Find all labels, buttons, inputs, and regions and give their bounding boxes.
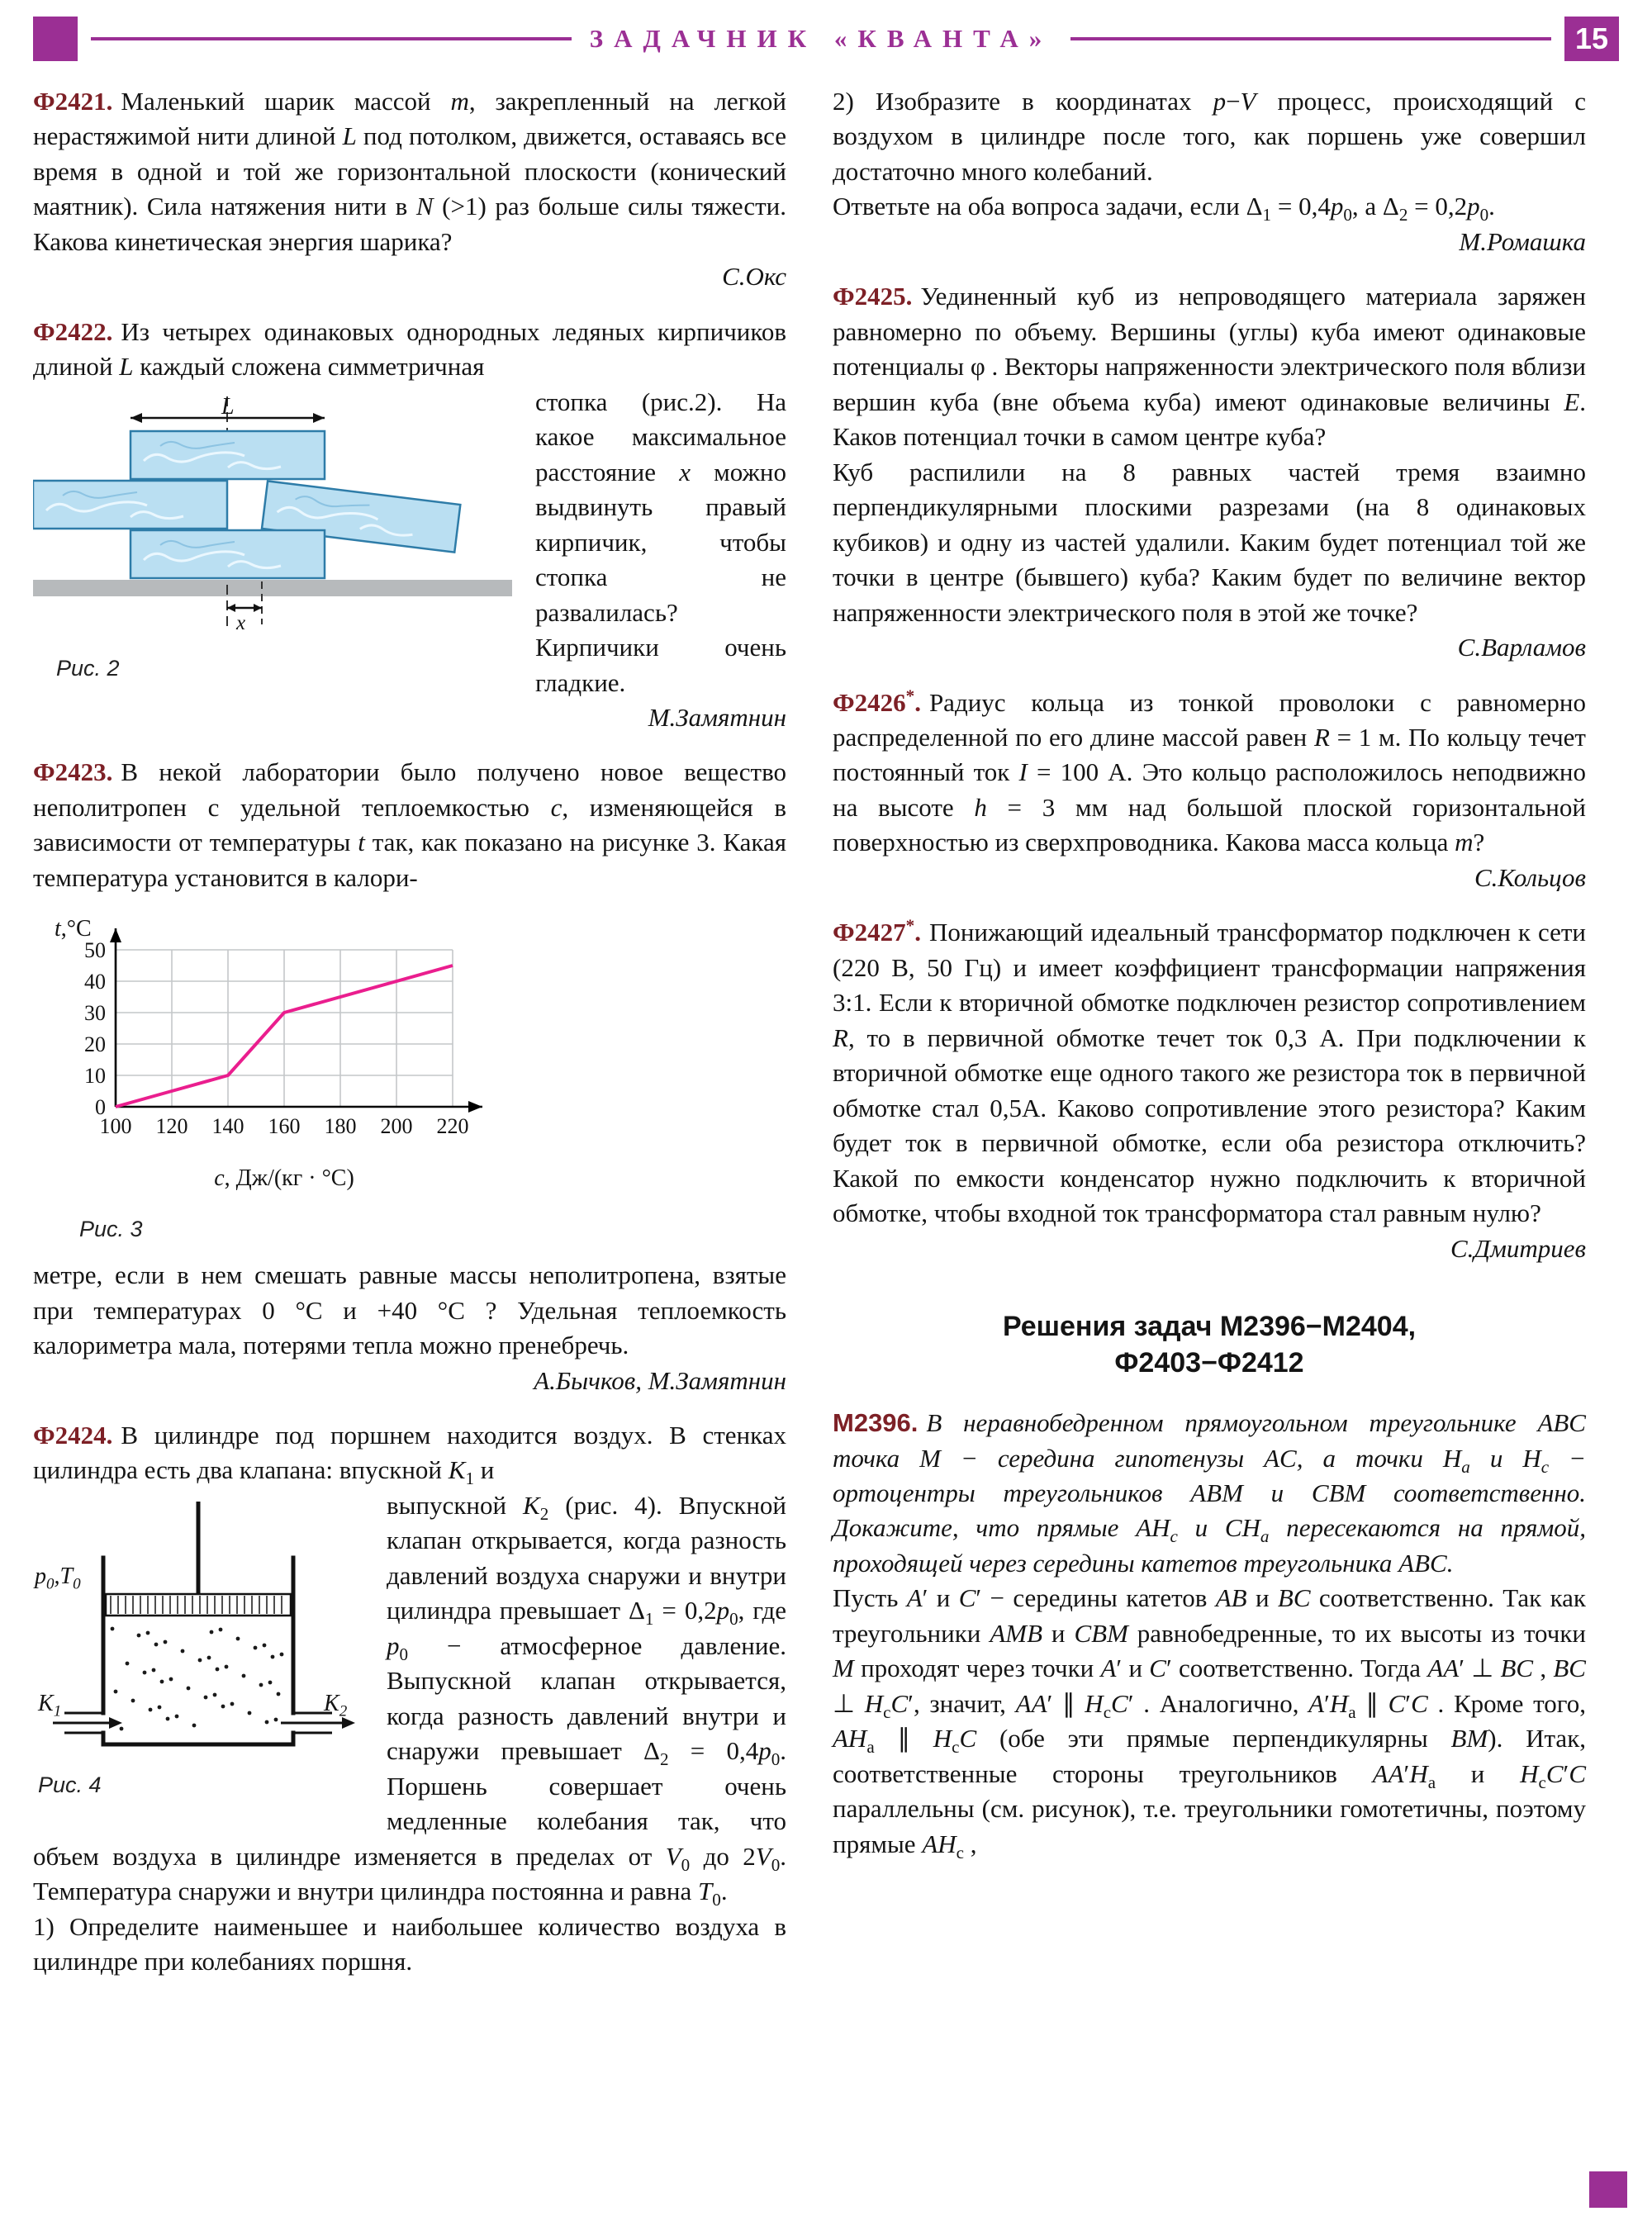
svg-text:50: 50 [84, 938, 106, 963]
svg-text:0: 0 [95, 1095, 106, 1120]
svg-text:20: 20 [84, 1032, 106, 1057]
chart-y-axis-label: t,°C [55, 916, 92, 942]
svg-text:180: 180 [324, 1114, 357, 1139]
author-signature: С.Дмитриев [1450, 1233, 1586, 1263]
label-brick-length: L [221, 393, 235, 420]
header-corner-mark [33, 17, 78, 61]
svg-text:160: 160 [268, 1114, 301, 1139]
problem-f2424-wrap: выпускной $K_2$ (рис. 4). Впускной клапан открывается, когда разность давлений воздуха снаружи и внутри цилиндра превышает $\Delta_1 = 0,2p_0$, где $p_0$ − атмосферное давление. Выпускной клапан открывается, когда разность давлений внутри и снаружи превышает $\Delta_2 = 0,4p_0$. Поршень совершает очень медленные колебания так, что объем воздуха в цилиндре изменяется в пределах от $V_0$ до $2V_0$. Температура снаружи и внутри цилиндра постоянна и равна $T_0$. [33, 1490, 787, 1910]
svg-text:10: 10 [84, 1064, 106, 1089]
label-pressure-temperature: $p_0,T_0$ [35, 1563, 81, 1593]
problem-number: М2396. [833, 1408, 919, 1438]
problem-f2421 [33, 84, 786, 295]
problem-f2423-continued: метре, если в нем смешать равные массы неполитропена, взятые при температурах 0 °С и +40 °С ? Удельная теплоемкость калориметра мала, потерями тепла можно пренебречь. [33, 1260, 786, 1360]
problem-f2427 [833, 915, 1586, 1266]
solution-m2396-body: Пусть A′ и C′ − середины катетов AB и BC соответственно. Так как треугольники AMB и CBM равнобедренные, то их высоты из точки M проходят через точки A′ и C′ соответственно. Тогда AA′ ⊥ BC , BC ⊥ $H_cC'$, значит, AA′ ∥ $H_cC'$ . Аналогично, $A'H_a$ ∥ C′C . Кроме того, $AH_a$ ∥ $H_cC$ (обе эти прямые перпендикулярны BM). Итак, соответственные стороны треугольников $AA'H_a$ и $H_cC'C$ параллельны (см. рисунок), т.е. треугольники гомотетичны, поэтому прямые $AH_c$ , [833, 1583, 1587, 1862]
problem-f2425-text1: Ф2425. Уединенный куб из непроводящего материала заряжен равномерно по объему. Вершины (углы) куба имеют одинаковые потенциалы φ . Векторы напряженности электрического поля вблизи вершин куба (вне объема куба) имеют одинаковые величины E. Каков потенциал точки в самом центре куба? [833, 282, 1586, 452]
svg-text:40: 40 [84, 970, 106, 994]
right-column [833, 84, 1586, 1862]
problem-f2422-wrap: стопка (рис.2). На какое максимальное расстояние x можно выдвинуть правый кирпичик, чтобы стопка не развалилась? Кирпичики очень гладкие. [535, 387, 786, 697]
problem-f2424-intro: Ф2424. В цилиндре под поршнем находится воздух. В стенках цилиндра есть два клапана: впускной $K_1$ и [33, 1421, 786, 1489]
author-signature: М.Замятнин [648, 702, 786, 732]
svg-text:120: 120 [155, 1114, 188, 1139]
problem-number: Ф2425. [833, 282, 913, 311]
problem-f2423 [33, 755, 786, 895]
author-signature: А.Бычков, М.Замятнин [534, 1365, 786, 1395]
problem-number: Ф2423. [33, 757, 113, 787]
problem-number: Ф2422. [33, 316, 113, 346]
problem-f2422 [33, 315, 786, 736]
author-signature: С.Варламов [1457, 633, 1586, 662]
problem-f2425-text2: Куб распилили на 8 равных частей тремя взаимно перпендикулярными плоскими разрезами (на 8 одинаковых кубиков) и одну из частей удалили. Каким будет потенциал той же точки в центре (бывшего) куба? Каким будет по величине вектор напряженности электрического поля в этой же точке? [833, 457, 1586, 627]
author-signature: С.Окс [722, 262, 786, 292]
problem-f2424-item2: 2) Изобразите в координатах p−V процесс, происходящий с воздухом в цилиндре после того, как поршень уже совершил достаточно много колебаний. [833, 87, 1586, 186]
problem-number: Ф2427*. [833, 915, 921, 947]
problem-f2424 [33, 1418, 786, 1980]
left-column [33, 84, 786, 1980]
problem-f2424-item1: 1) Определите наименьшее и наибольшее количество воздуха в цилиндре при колебаниях поршня. [33, 1911, 786, 1976]
figure-bricks [33, 395, 512, 684]
gas-dots [111, 1627, 284, 1731]
author-signature: М.Ромашка [1459, 226, 1586, 256]
problem-number: Ф2426*. [833, 686, 921, 717]
bricks-illustration [33, 395, 512, 634]
problem-f2425 [833, 279, 1586, 665]
problem-f2422-intro: Ф2422. Из четырех одинаковых однородных ледяных кирпичиков длиной L каждый сложена симметричная [33, 316, 786, 382]
svg-text:140: 140 [211, 1114, 244, 1139]
figure3-caption: Рис. 3 [79, 1217, 143, 1242]
svg-text:100: 100 [99, 1114, 132, 1139]
figure-cylinder [33, 1498, 363, 1801]
header-rule-right [1070, 37, 1551, 40]
author-signature: С.Кольцов [1474, 862, 1586, 892]
svg-text:200: 200 [380, 1114, 413, 1139]
page-header [33, 13, 1619, 64]
problem-f2426 [833, 686, 1586, 896]
problem-f2426-text: Ф2426*. Радиус кольца из тонкой проволоки с равномерно распределенной по его длине массой равен R = 1 м. По кольцу течет постоянный ток I = 100 А. Это кольцо расположилось неподвижно на высоте h = 3 мм над большой плоской горизонтальной поверхностью из сверхпроводника. Какова масса кольца m? [833, 686, 1586, 857]
problem-f2421-text: Ф2421. Маленький шарик массой m, закрепленный на легкой нерастяжимой нити длиной L под потолком, движется, оставаясь все время в одной и той же горизонтальной плоскости (конический маятник). Сила натяжения нити в N (>1) раз больше силы тяжести. Какова кинетическая энергия шарика? [33, 87, 787, 256]
svg-text:220: 220 [436, 1114, 469, 1139]
problem-number: Ф2424. [33, 1421, 113, 1450]
chart-x-axis-label: c, Дж/(кг · °С) [214, 1165, 354, 1191]
cylinder-illustration [33, 1498, 363, 1753]
problem-f2427-text: Ф2427*. Понижающий идеальный трансформатор подключен к сети (220 В, 50 Гц) и имеет коэффициент трансформации напряжения 3:1. Если к вторичной обмотке подключен резистор сопротивлением R, то в первичной обмотке течет ток 0,3 А. При подключении к вторичной обмотке еще одного такого же резистора ток в первичной обмотке стал 0,5А. Каково сопротивление этого резистора? Каким будет ток в первичной обмотке, если оба резистора отключить? Какой по емкости конденсатор нужно подключить к вторичной обмотке, чтобы входной ток трансформатора стал равным нулю? [833, 915, 1586, 1228]
solutions-heading: Решения задач М2396−М2404, Ф2403−Ф2412 [1002, 1311, 1417, 1378]
footer-corner-mark [1589, 2171, 1627, 2208]
figure4-caption: Рис. 4 [38, 1772, 102, 1798]
temperature-chart-svg [41, 912, 504, 1153]
label-displacement-x: x [236, 611, 246, 634]
label-outlet-valve: $K_2$ [324, 1690, 348, 1720]
svg-text:30: 30 [84, 1001, 106, 1026]
ground [33, 580, 512, 596]
header-rule-left [91, 37, 572, 40]
solution-m2396-statement: М2396. В неравнобедренном прямоугольном треугольнике ABC точка M − середина гипотенузы AC, а точки $H_a$ и $H_c$ − ортоцентры треугольников ABM и CBM соответственно. Докажите, что прямые $AH_c$ и $CH_a$ пересекаются на прямой, проходящей через середины катетов треугольника ABC. [833, 1408, 1587, 1578]
solution-m2396 [833, 1406, 1586, 1862]
problem-number: Ф2421. [33, 87, 113, 116]
figure2-caption: Рис. 2 [56, 656, 120, 681]
figure-chart [41, 912, 786, 1245]
label-inlet-valve: $K_1$ [38, 1690, 62, 1720]
problem-f2424-continuation [833, 84, 1586, 259]
section-title: ЗАДАЧНИК «КВАНТА» [589, 23, 1053, 53]
page-number: 15 [1564, 17, 1619, 61]
problem-f2424-note: Ответьте на оба вопроса задачи, если $\Delta_1 = 0,4p_0$, а $\Delta_2 = 0,2p_0$. [833, 192, 1495, 225]
problem-f2423-text: Ф2423. В некой лаборатории было получено новое вещество неполитропен с удельной теплоемкостью c, изменяющейся в зависимости от температуры t так, как показано на рисунке 3. Какая температура установится в калори- [33, 757, 787, 892]
